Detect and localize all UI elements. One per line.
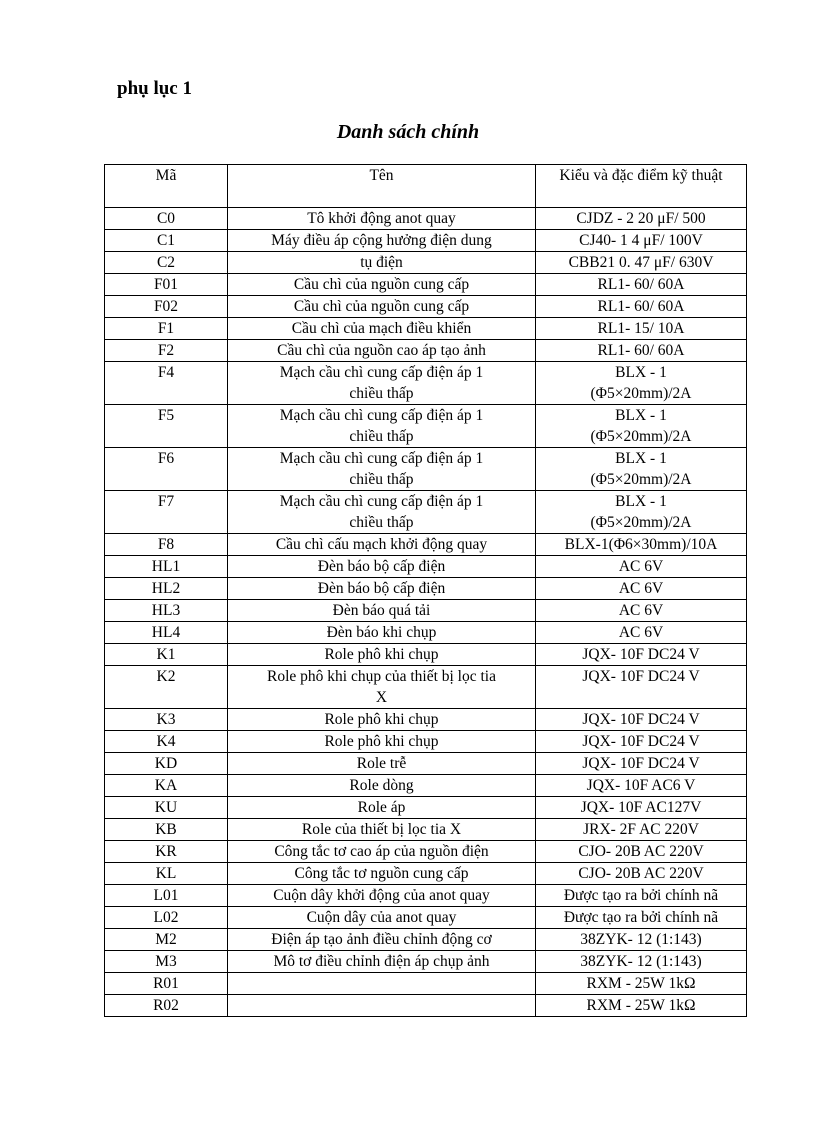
cell-spec: BLX - 1 (Φ5×20mm)/2A <box>536 405 747 448</box>
cell-code: F8 <box>105 534 228 556</box>
cell-name: tụ điện <box>228 252 536 274</box>
table-header-row <box>105 165 747 208</box>
cell-name: Đèn báo khi chụp <box>228 622 536 644</box>
table-row <box>105 775 747 797</box>
cell-name: Role phô khi chụp <box>228 731 536 753</box>
cell-code: R02 <box>105 995 228 1017</box>
cell-code: F4 <box>105 362 228 405</box>
cell-name: Role của thiết bị lọc tia X <box>228 819 536 841</box>
cell-spec: RXM - 25W 1kΩ <box>536 995 747 1017</box>
cell-code: HL3 <box>105 600 228 622</box>
table-row <box>105 318 747 340</box>
cell-spec: AC 6V <box>536 556 747 578</box>
header-spec: Kiểu và đặc điểm kỹ thuật <box>536 165 747 208</box>
cell-name: Mạch cầu chì cung cấp điện áp 1 chiều thấp <box>228 362 536 405</box>
cell-spec: CJ40- 1 4 μF/ 100V <box>536 230 747 252</box>
cell-code: F02 <box>105 296 228 318</box>
cell-name: Cuộn dây khởi động của anot quay <box>228 885 536 907</box>
cell-name: Công tắc tơ cao áp của nguồn điện <box>228 841 536 863</box>
table-row <box>105 600 747 622</box>
table-row <box>105 230 747 252</box>
header-name: Tên <box>228 165 536 208</box>
cell-code: KL <box>105 863 228 885</box>
table-row <box>105 491 747 534</box>
cell-spec: CJDZ - 2 20 μF/ 500 <box>536 208 747 230</box>
cell-spec: AC 6V <box>536 600 747 622</box>
cell-name: Role phô khi chụp <box>228 709 536 731</box>
header-code: Mã <box>105 165 228 208</box>
cell-spec: RXM - 25W 1kΩ <box>536 973 747 995</box>
cell-code: F2 <box>105 340 228 362</box>
cell-spec: Được tạo ra bởi chính nã <box>536 885 747 907</box>
cell-code: KA <box>105 775 228 797</box>
page-heading: phụ lục 1 <box>117 78 192 99</box>
table-row <box>105 274 747 296</box>
table-row <box>105 666 747 709</box>
cell-name: Mô tơ điều chỉnh điện áp chụp ảnh <box>228 951 536 973</box>
cell-code: C1 <box>105 230 228 252</box>
cell-name: Role trễ <box>228 753 536 775</box>
cell-spec: JQX- 10F AC6 V <box>536 775 747 797</box>
table-row <box>105 405 747 448</box>
cell-spec: RL1- 15/ 10A <box>536 318 747 340</box>
cell-code: F01 <box>105 274 228 296</box>
table-row <box>105 929 747 951</box>
cell-code: C0 <box>105 208 228 230</box>
table-row <box>105 362 747 405</box>
cell-name: Cầu chì của nguồn cung cấp <box>228 274 536 296</box>
cell-code: KR <box>105 841 228 863</box>
cell-name: Công tắc tơ nguồn cung cấp <box>228 863 536 885</box>
cell-name <box>228 973 536 995</box>
cell-name: Cầu chì của nguồn cao áp tạo ảnh <box>228 340 536 362</box>
cell-code: KD <box>105 753 228 775</box>
cell-spec: 38ZYK- 12 (1:143) <box>536 929 747 951</box>
cell-code: F1 <box>105 318 228 340</box>
table-row <box>105 885 747 907</box>
cell-code: F5 <box>105 405 228 448</box>
table-row <box>105 556 747 578</box>
cell-name: Role phô khi chụp <box>228 644 536 666</box>
cell-code: M2 <box>105 929 228 951</box>
cell-spec: CJO- 20B AC 220V <box>536 863 747 885</box>
cell-spec: JQX- 10F DC24 V <box>536 709 747 731</box>
cell-code: KB <box>105 819 228 841</box>
cell-code: K2 <box>105 666 228 709</box>
table-row <box>105 731 747 753</box>
table-row <box>105 709 747 731</box>
cell-spec: 38ZYK- 12 (1:143) <box>536 951 747 973</box>
cell-spec: JQX- 10F AC127V <box>536 797 747 819</box>
cell-spec: JQX- 10F DC24 V <box>536 753 747 775</box>
table-row <box>105 907 747 929</box>
cell-spec: JQX- 10F DC24 V <box>536 731 747 753</box>
cell-name <box>228 995 536 1017</box>
table-row <box>105 841 747 863</box>
cell-name: Cuộn dây của anot quay <box>228 907 536 929</box>
table-row <box>105 973 747 995</box>
cell-name: Đèn báo quá tải <box>228 600 536 622</box>
cell-code: K4 <box>105 731 228 753</box>
cell-name: Role dòng <box>228 775 536 797</box>
cell-code: HL1 <box>105 556 228 578</box>
table-row <box>105 578 747 600</box>
cell-spec: RL1- 60/ 60A <box>536 296 747 318</box>
cell-name: Mạch cầu chì cung cấp điện áp 1 chiều thấp <box>228 448 536 491</box>
cell-code: F7 <box>105 491 228 534</box>
table-row <box>105 819 747 841</box>
cell-name: Đèn báo bộ cấp điện <box>228 578 536 600</box>
cell-spec: CBB21 0. 47 μF/ 630V <box>536 252 747 274</box>
cell-spec: JQX- 10F DC24 V <box>536 666 747 709</box>
cell-name: Điện áp tạo ảnh điều chỉnh động cơ <box>228 929 536 951</box>
cell-code: C2 <box>105 252 228 274</box>
cell-spec: BLX-1(Φ6×30mm)/10A <box>536 534 747 556</box>
cell-code: K1 <box>105 644 228 666</box>
cell-name: Mạch cầu chì cung cấp điện áp 1 chiều thấp <box>228 491 536 534</box>
cell-spec: JRX- 2F AC 220V <box>536 819 747 841</box>
cell-spec: BLX - 1 (Φ5×20mm)/2A <box>536 362 747 405</box>
table-row <box>105 644 747 666</box>
cell-code: R01 <box>105 973 228 995</box>
cell-code: L02 <box>105 907 228 929</box>
table-row <box>105 448 747 491</box>
table-row <box>105 863 747 885</box>
cell-code: F6 <box>105 448 228 491</box>
cell-code: KU <box>105 797 228 819</box>
cell-code: K3 <box>105 709 228 731</box>
table-row <box>105 995 747 1017</box>
table-row <box>105 534 747 556</box>
table-row <box>105 951 747 973</box>
cell-spec: RL1- 60/ 60A <box>536 274 747 296</box>
cell-code: M3 <box>105 951 228 973</box>
table-row <box>105 340 747 362</box>
table-row <box>105 622 747 644</box>
table-row <box>105 252 747 274</box>
cell-name: Role áp <box>228 797 536 819</box>
cell-spec: BLX - 1 (Φ5×20mm)/2A <box>536 491 747 534</box>
cell-name: Mạch cầu chì cung cấp điện áp 1 chiều thấp <box>228 405 536 448</box>
cell-name: Cầu chì của nguồn cung cấp <box>228 296 536 318</box>
cell-name: Đèn báo bộ cấp điện <box>228 556 536 578</box>
cell-name: Role phô khi chụp của thiết bị lọc tia X <box>228 666 536 709</box>
cell-spec: CJO- 20B AC 220V <box>536 841 747 863</box>
component-table <box>104 164 747 1017</box>
cell-name: Cầu chì cấu mạch khởi động quay <box>228 534 536 556</box>
cell-code: HL4 <box>105 622 228 644</box>
cell-name: Tô khởi động anot quay <box>228 208 536 230</box>
cell-name: Máy điều áp cộng hưởng điện dung <box>228 230 536 252</box>
cell-code: L01 <box>105 885 228 907</box>
table-row <box>105 797 747 819</box>
cell-name: Cầu chì của mạch điều khiển <box>228 318 536 340</box>
cell-spec: JQX- 10F DC24 V <box>536 644 747 666</box>
cell-spec: Được tạo ra bởi chính nã <box>536 907 747 929</box>
cell-spec: AC 6V <box>536 578 747 600</box>
cell-spec: BLX - 1 (Φ5×20mm)/2A <box>536 448 747 491</box>
table-row <box>105 208 747 230</box>
document-title: Danh sách chính <box>336 121 480 143</box>
cell-spec: AC 6V <box>536 622 747 644</box>
cell-spec: RL1- 60/ 60A <box>536 340 747 362</box>
table-row <box>105 753 747 775</box>
table-row <box>105 296 747 318</box>
table-body <box>105 208 747 1017</box>
cell-code: HL2 <box>105 578 228 600</box>
